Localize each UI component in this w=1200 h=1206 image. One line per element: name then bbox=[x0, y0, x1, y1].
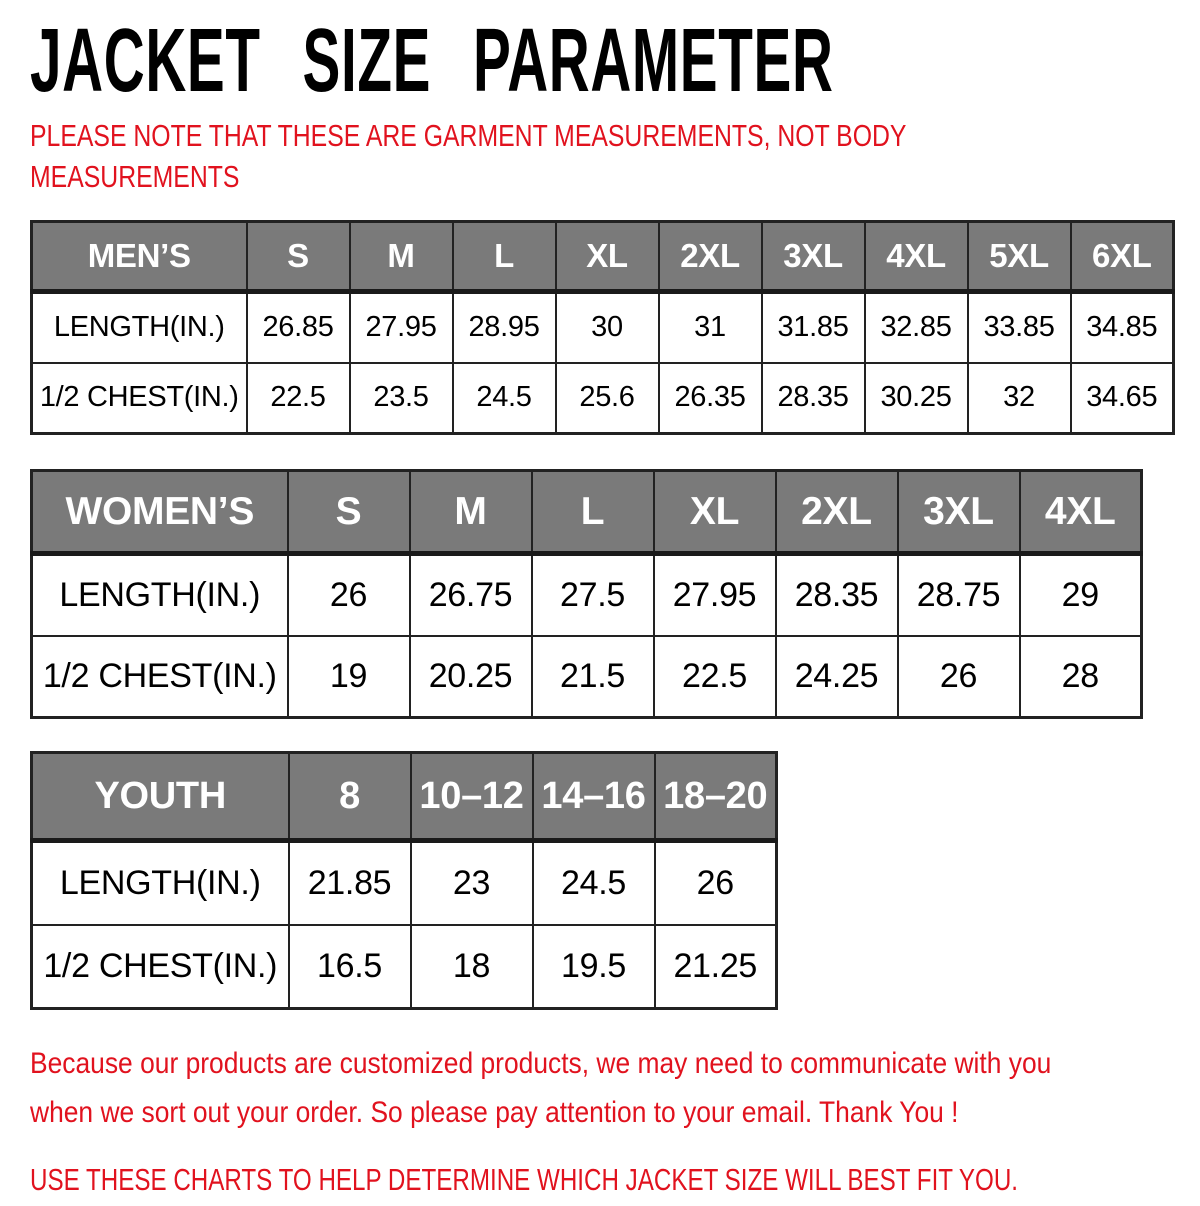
value-cell: 22.5 bbox=[654, 636, 776, 718]
value-cell: 28.95 bbox=[453, 292, 556, 363]
size-column-header: 8 bbox=[289, 753, 411, 841]
table-row bbox=[32, 554, 1142, 636]
value-cell: 24.5 bbox=[453, 363, 556, 434]
size-column-header: 5XL bbox=[968, 222, 1071, 292]
size-column-header: 2XL bbox=[776, 471, 898, 554]
notice-line-2: when we sort out your order. So please pay attention to your email. Thank You ! bbox=[30, 1096, 959, 1129]
note-line-1: PLEASE NOTE THAT THESE ARE GARMENT MEASUREMENTS, NOT BODY bbox=[30, 118, 907, 153]
mens-size-table bbox=[30, 220, 1175, 435]
youth-size-table bbox=[30, 751, 778, 1010]
size-column-header: 14–16 bbox=[533, 753, 655, 841]
table-row bbox=[32, 925, 777, 1009]
size-column-header: XL bbox=[556, 222, 659, 292]
size-column-header: 6XL bbox=[1071, 222, 1174, 292]
value-cell: 28.35 bbox=[776, 554, 898, 636]
value-cell: 28.35 bbox=[762, 363, 865, 434]
value-cell: 31.85 bbox=[762, 292, 865, 363]
value-cell: 27.5 bbox=[532, 554, 654, 636]
customization-notice bbox=[30, 1042, 1200, 1140]
value-cell: 23 bbox=[411, 841, 533, 925]
size-column-header: 18–20 bbox=[655, 753, 777, 841]
size-column-header: L bbox=[453, 222, 556, 292]
value-cell: 31 bbox=[659, 292, 762, 363]
value-cell: 26 bbox=[288, 554, 410, 636]
size-column-header: XL bbox=[654, 471, 776, 554]
row-label-cell: LENGTH(IN.) bbox=[32, 554, 288, 636]
note-line-2: MEASUREMENTS bbox=[30, 159, 240, 194]
table-row bbox=[32, 363, 1174, 434]
value-cell: 26.75 bbox=[410, 554, 532, 636]
value-cell: 26.35 bbox=[659, 363, 762, 434]
value-cell: 32 bbox=[968, 363, 1071, 434]
fit-instruction bbox=[30, 1160, 1200, 1206]
table-corner-header: WOMEN’S bbox=[32, 471, 288, 554]
size-column-header: 3XL bbox=[762, 222, 865, 292]
value-cell: 18 bbox=[411, 925, 533, 1009]
value-cell: 20.25 bbox=[410, 636, 532, 718]
page-title bbox=[30, 11, 1200, 111]
value-cell: 21.5 bbox=[532, 636, 654, 718]
value-cell: 34.65 bbox=[1071, 363, 1174, 434]
value-cell: 33.85 bbox=[968, 292, 1071, 363]
value-cell: 26 bbox=[655, 841, 777, 925]
size-column-header: 3XL bbox=[898, 471, 1020, 554]
notice-line-1: Because our products are customized products, we may need to communicate with you bbox=[30, 1047, 1052, 1080]
row-label-cell: 1/2 CHEST(IN.) bbox=[32, 636, 288, 718]
row-label-cell: 1/2 CHEST(IN.) bbox=[32, 925, 289, 1009]
value-cell: 29 bbox=[1020, 554, 1142, 636]
value-cell: 25.6 bbox=[556, 363, 659, 434]
value-cell: 32.85 bbox=[865, 292, 968, 363]
value-cell: 30.25 bbox=[865, 363, 968, 434]
fit-instruction-text: USE THESE CHARTS TO HELP DETERMINE WHICH JACKET SIZE WILL BEST FIT YOU. bbox=[30, 1162, 1019, 1197]
size-column-header: 4XL bbox=[1020, 471, 1142, 554]
value-cell: 21.85 bbox=[289, 841, 411, 925]
womens-header-row bbox=[32, 471, 1142, 554]
table-row bbox=[32, 292, 1174, 363]
row-label-cell: 1/2 CHEST(IN.) bbox=[32, 363, 247, 434]
size-column-header: M bbox=[350, 222, 453, 292]
garment-measurement-note bbox=[30, 118, 1200, 200]
value-cell: 28.75 bbox=[898, 554, 1020, 636]
value-cell: 27.95 bbox=[350, 292, 453, 363]
mens-header-row bbox=[32, 222, 1174, 292]
womens-size-table bbox=[30, 469, 1143, 719]
size-column-header: M bbox=[410, 471, 532, 554]
youth-header-row bbox=[32, 753, 777, 841]
table-row bbox=[32, 841, 777, 925]
size-column-header: 2XL bbox=[659, 222, 762, 292]
value-cell: 27.95 bbox=[654, 554, 776, 636]
value-cell: 19.5 bbox=[533, 925, 655, 1009]
value-cell: 30 bbox=[556, 292, 659, 363]
value-cell: 21.25 bbox=[655, 925, 777, 1009]
row-label-cell: LENGTH(IN.) bbox=[32, 292, 247, 363]
size-column-header: S bbox=[247, 222, 350, 292]
value-cell: 16.5 bbox=[289, 925, 411, 1009]
value-cell: 22.5 bbox=[247, 363, 350, 434]
value-cell: 24.25 bbox=[776, 636, 898, 718]
value-cell: 19 bbox=[288, 636, 410, 718]
value-cell: 26.85 bbox=[247, 292, 350, 363]
value-cell: 24.5 bbox=[533, 841, 655, 925]
value-cell: 28 bbox=[1020, 636, 1142, 718]
value-cell: 26 bbox=[898, 636, 1020, 718]
size-column-header: 10–12 bbox=[411, 753, 533, 841]
size-column-header: L bbox=[532, 471, 654, 554]
table-corner-header: YOUTH bbox=[32, 753, 289, 841]
page-title-text: JACKET SIZE PARAMETER bbox=[30, 11, 834, 111]
table-corner-header: MEN’S bbox=[32, 222, 247, 292]
size-column-header: 4XL bbox=[865, 222, 968, 292]
size-column-header: S bbox=[288, 471, 410, 554]
value-cell: 23.5 bbox=[350, 363, 453, 434]
table-row bbox=[32, 636, 1142, 718]
value-cell: 34.85 bbox=[1071, 292, 1174, 363]
row-label-cell: LENGTH(IN.) bbox=[32, 841, 289, 925]
